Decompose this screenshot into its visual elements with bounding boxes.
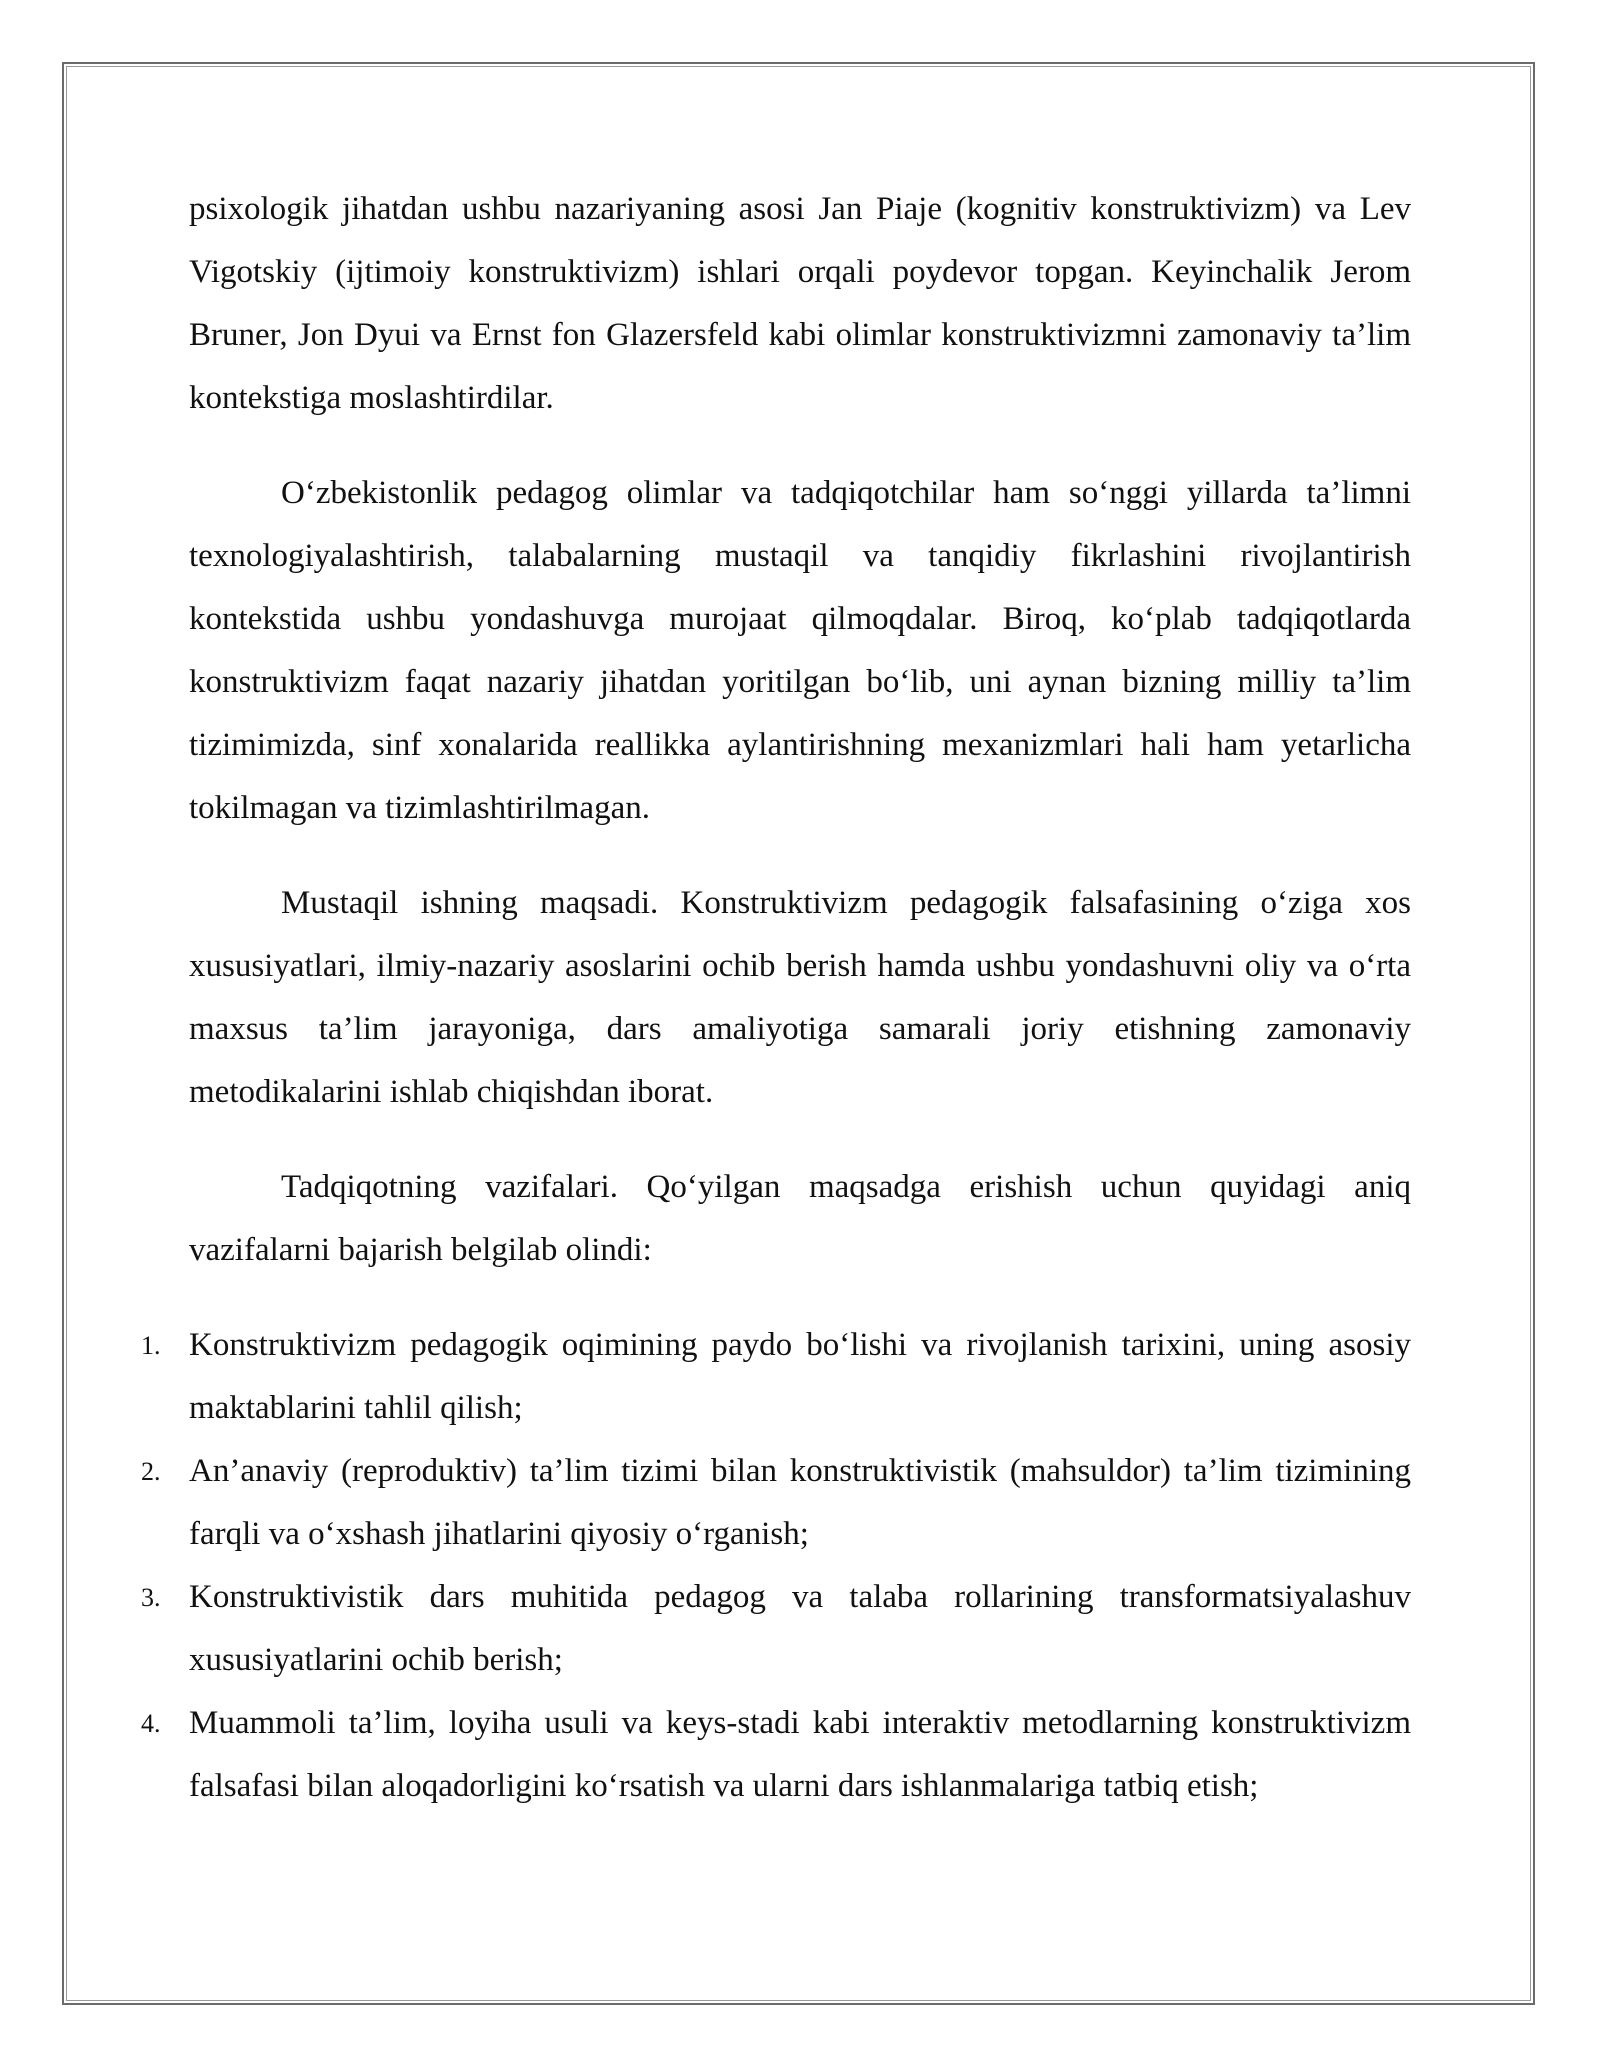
- list-item: [141, 1440, 1411, 1566]
- list-item: [141, 1566, 1411, 1692]
- list-item-text: An’anaviy (reproduktiv) ta’lim tizimi bilan konstruktivistik (mahsuldor) ta’lim tizimining farqli va o‘xshash jihatlarini qiyosiy o‘rganish;: [189, 1453, 1411, 1552]
- list-item-number: 4.: [141, 1709, 161, 1738]
- document-body: [141, 178, 1411, 1818]
- list-item-number: 2.: [141, 1457, 161, 1486]
- list-item-number: 3.: [141, 1583, 161, 1612]
- paragraph-goal: Mustaqil ishning maqsadi. Konstruktivizm pedagogik falsafasining o‘ziga xos xususiyatlari, ilmiy-nazariy asoslarini ochib berish hamda ushbu yondashuvni oliy va o‘rta maxsus ta’lim jarayoniga, dars amaliyotiga samarali joriy etishning zamonaviy metodikalarini ishlab chiqishdan iborat.: [189, 885, 1411, 1110]
- list-item-text: Muammoli ta’lim, loyiha usuli va keys-stadi kabi interaktiv metodlarning konstruktivizm falsafasi bilan aloqadorligini ko‘rsatish va ularni dars ishlanmalariga tatbiq etish;: [189, 1705, 1411, 1804]
- list-item-number: 1.: [141, 1331, 161, 1360]
- task-list: [141, 1314, 1411, 1818]
- list-item-text: Konstruktivistik dars muhitida pedagog va talaba rollarining transformatsiyalashuv xususiyatlarini ochib berish;: [189, 1579, 1411, 1678]
- paragraph-intro: psixologik jihatdan ushbu nazariyaning asosi Jan Piaje (kognitiv konstruktivizm) va Lev Vigotskiy (ijtimoiy konstruktivizm) ishlari orqali poydevor topgan. Keyinchalik Jerom Bruner, Jon Dyui va Ernst fon Glazersfeld kabi olimlar konstruktivizmni zamonaviy ta’lim kontekstiga moslashtirdilar.: [189, 191, 1411, 416]
- list-item: [141, 1692, 1411, 1818]
- list-item-text: Konstruktivizm pedagogik oqimining paydo bo‘lishi va rivojlanish tarixini, uning asosiy maktablarini tahlil qilish;: [189, 1327, 1411, 1426]
- paragraph-tasks-intro: Tadqiqotning vazifalari. Qo‘yilgan maqsadga erishish uchun quyidagi aniq vazifalarni bajarish belgilab olindi:: [189, 1169, 1411, 1268]
- paragraph-uzbek-researchers: O‘zbekistonlik pedagog olimlar va tadqiqotchilar ham so‘nggi yillarda ta’limni texnologiyalashtirish, talabalarning mustaqil va tanqidiy fikrlashini rivojlantirish kontekstida ushbu yondashuvga murojaat qilmoqdalar. Biroq, ko‘plab tadqiqotlarda konstruktivizm faqat nazariy jihatdan yoritilgan bo‘lib, uni aynan bizning milliy ta’lim tizimimizda, sinf xonalarida reallikka aylantirishning mexanizmlari hali ham yetarlicha tokilmagan va tizimlashtirilmagan.: [189, 475, 1411, 826]
- list-item: [141, 1314, 1411, 1440]
